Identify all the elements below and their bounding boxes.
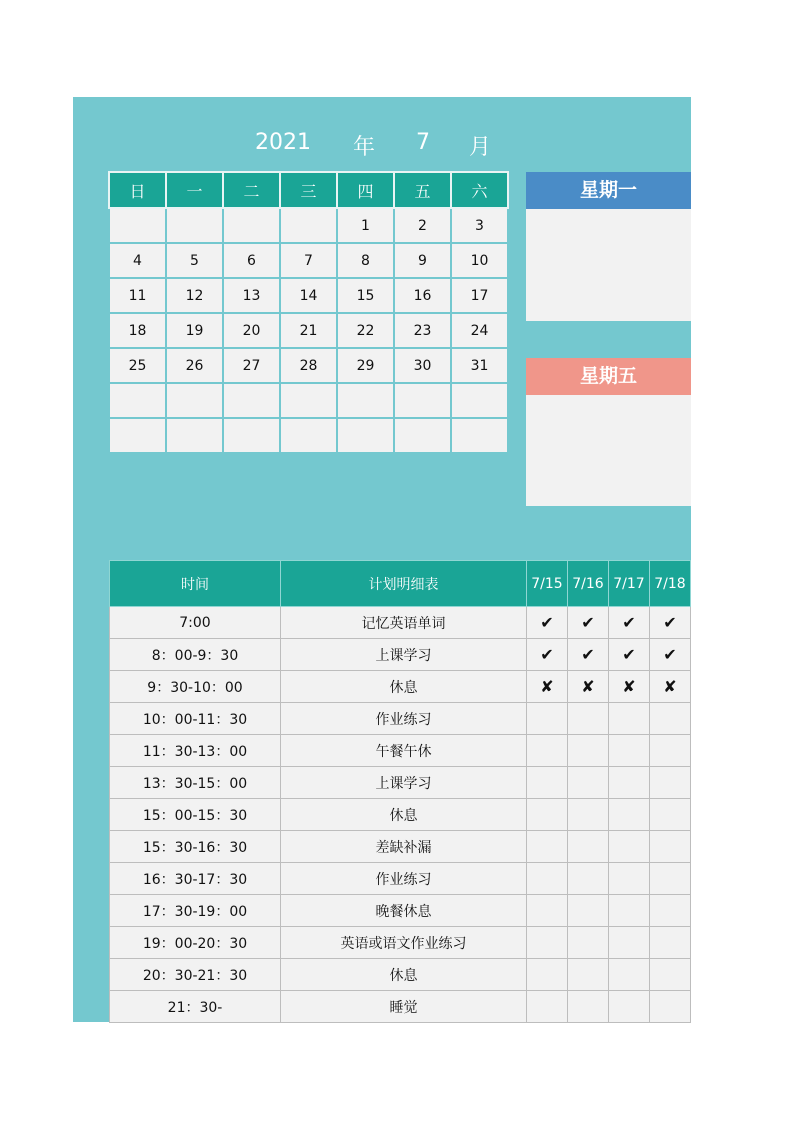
time-cell[interactable]: 20：30-21：30 (110, 959, 281, 991)
calendar-day-cell[interactable] (280, 418, 337, 453)
month-value: 7 (416, 130, 430, 155)
calendar-day-cell[interactable]: 8 (337, 243, 394, 278)
calendar-day-cell[interactable]: 18 (109, 313, 166, 348)
mark-cell[interactable] (609, 799, 650, 831)
calendar-day-cell[interactable] (394, 418, 451, 453)
month-label: 月 (469, 135, 492, 160)
mark-cell[interactable] (609, 703, 650, 735)
check-mark-cell[interactable]: ✔ (609, 639, 650, 671)
calendar-day-cell[interactable]: 12 (166, 278, 223, 313)
mark-cell[interactable] (527, 863, 568, 895)
friday-note-box (526, 358, 691, 506)
mark-cell[interactable] (527, 895, 568, 927)
check-mark-cell[interactable]: ✔ (568, 607, 609, 639)
task-cell[interactable]: 晚餐休息 (281, 895, 527, 927)
plan-row (110, 703, 691, 735)
calendar-week-row (109, 208, 508, 243)
mark-cell[interactable] (609, 959, 650, 991)
calendar-day-cell[interactable] (223, 418, 280, 453)
time-cell[interactable]: 16：30-17：30 (110, 863, 281, 895)
mark-cell[interactable] (609, 991, 650, 1023)
mark-cell[interactable] (527, 735, 568, 767)
task-cell[interactable]: 休息 (281, 799, 527, 831)
mark-cell[interactable] (527, 927, 568, 959)
calendar-day-cell[interactable]: 10 (451, 243, 508, 278)
task-cell[interactable]: 差缺补漏 (281, 831, 527, 863)
cross-mark-cell[interactable]: ✘ (568, 671, 609, 703)
calendar-day-cell[interactable]: 5 (166, 243, 223, 278)
mark-cell[interactable] (609, 735, 650, 767)
task-cell[interactable]: 午餐午休 (281, 735, 527, 767)
weekday-header: 三 (280, 172, 337, 208)
year-label: 年 (353, 135, 376, 160)
calendar-day-cell[interactable]: 14 (280, 278, 337, 313)
calendar-day-cell[interactable] (451, 418, 508, 453)
check-mark-cell[interactable]: ✔ (650, 639, 691, 671)
plan-row (110, 639, 691, 671)
time-cell[interactable]: 15：00-15：30 (110, 799, 281, 831)
plan-row (110, 991, 691, 1023)
calendar-day-cell[interactable]: 2 (394, 208, 451, 243)
calendar-week-row (109, 383, 508, 418)
mark-cell[interactable] (527, 831, 568, 863)
mark-cell[interactable] (650, 799, 691, 831)
calendar-day-cell[interactable] (166, 383, 223, 418)
time-column-header: 时间 (110, 561, 281, 607)
check-mark-cell[interactable]: ✔ (650, 607, 691, 639)
mark-cell[interactable] (650, 703, 691, 735)
time-cell[interactable]: 13：30-15：00 (110, 767, 281, 799)
year-value: 2021 (255, 130, 311, 155)
mark-cell[interactable] (650, 895, 691, 927)
mark-cell[interactable] (527, 959, 568, 991)
calendar-day-cell[interactable] (280, 208, 337, 243)
calendar-day-cell[interactable] (166, 418, 223, 453)
calendar-week-row (109, 348, 508, 383)
mark-cell[interactable] (568, 703, 609, 735)
plan-row (110, 863, 691, 895)
mark-cell[interactable] (609, 927, 650, 959)
calendar-day-cell[interactable]: 1 (337, 208, 394, 243)
date-column-header: 7/18 (650, 561, 691, 607)
calendar-day-cell[interactable]: 17 (451, 278, 508, 313)
mark-cell[interactable] (650, 863, 691, 895)
task-cell[interactable]: 英语或语文作业练习 (281, 927, 527, 959)
time-cell[interactable]: 15：30-16：30 (110, 831, 281, 863)
calendar-day-cell[interactable]: 21 (280, 313, 337, 348)
mark-cell[interactable] (527, 703, 568, 735)
calendar-day-cell[interactable]: 27 (223, 348, 280, 383)
mark-cell[interactable] (568, 895, 609, 927)
weekday-header: 二 (223, 172, 280, 208)
calendar-day-cell[interactable] (280, 383, 337, 418)
check-mark-cell[interactable]: ✔ (568, 639, 609, 671)
plan-table (109, 560, 691, 1023)
time-cell[interactable]: 9：30-10：00 (110, 671, 281, 703)
calendar-day-cell[interactable] (109, 418, 166, 453)
calendar-day-cell[interactable] (394, 383, 451, 418)
mark-cell[interactable] (568, 927, 609, 959)
mark-cell[interactable] (568, 959, 609, 991)
calendar-day-cell[interactable]: 20 (223, 313, 280, 348)
calendar-day-cell[interactable] (109, 383, 166, 418)
mark-cell[interactable] (568, 831, 609, 863)
mark-cell[interactable] (527, 767, 568, 799)
plan-row (110, 799, 691, 831)
check-mark-cell[interactable]: ✔ (527, 639, 568, 671)
calendar-day-cell[interactable]: 16 (394, 278, 451, 313)
task-cell[interactable]: 睡觉 (281, 991, 527, 1023)
weekday-header: 一 (166, 172, 223, 208)
mark-cell[interactable] (609, 767, 650, 799)
plan-row (110, 959, 691, 991)
time-cell[interactable]: 10：00-11：30 (110, 703, 281, 735)
task-cell[interactable]: 休息 (281, 671, 527, 703)
mark-cell[interactable] (650, 927, 691, 959)
calendar-day-cell[interactable]: 25 (109, 348, 166, 383)
time-cell[interactable]: 17：30-19：00 (110, 895, 281, 927)
friday-note-area[interactable] (526, 395, 691, 506)
mark-cell[interactable] (650, 959, 691, 991)
weekday-header: 五 (394, 172, 451, 208)
calendar-day-cell[interactable]: 23 (394, 313, 451, 348)
mark-cell[interactable] (527, 799, 568, 831)
mark-cell[interactable] (568, 991, 609, 1023)
calendar-day-cell[interactable]: 9 (394, 243, 451, 278)
mark-cell[interactable] (650, 831, 691, 863)
weekday-header: 日 (109, 172, 166, 208)
task-cell[interactable]: 作业练习 (281, 863, 527, 895)
task-cell[interactable]: 上课学习 (281, 767, 527, 799)
mark-cell[interactable] (568, 863, 609, 895)
calendar-day-cell[interactable]: 31 (451, 348, 508, 383)
calendar-week-row (109, 278, 508, 313)
monday-header: 星期一 (526, 172, 691, 209)
weekday-header: 四 (337, 172, 394, 208)
plan-row (110, 735, 691, 767)
calendar-day-cell[interactable]: 26 (166, 348, 223, 383)
calendar-day-cell[interactable] (451, 383, 508, 418)
calendar-day-cell[interactable] (223, 383, 280, 418)
mark-cell[interactable] (650, 991, 691, 1023)
calendar-day-cell[interactable] (166, 208, 223, 243)
calendar-week-row (109, 418, 508, 453)
calendar-day-cell[interactable]: 4 (109, 243, 166, 278)
time-cell[interactable]: 7:00 (110, 607, 281, 639)
time-cell[interactable]: 11：30-13：00 (110, 735, 281, 767)
calendar-day-cell[interactable]: 15 (337, 278, 394, 313)
plan-row (110, 831, 691, 863)
calendar-day-cell[interactable]: 11 (109, 278, 166, 313)
date-column-header: 7/17 (609, 561, 650, 607)
cross-mark-cell[interactable]: ✘ (650, 671, 691, 703)
monday-note-box (526, 172, 691, 321)
calendar-day-cell[interactable]: 30 (394, 348, 451, 383)
friday-header: 星期五 (526, 358, 691, 395)
weekday-header: 六 (451, 172, 508, 208)
time-cell[interactable]: 19：00-20：30 (110, 927, 281, 959)
plan-row (110, 927, 691, 959)
task-cell[interactable]: 记忆英语单词 (281, 607, 527, 639)
mark-cell[interactable] (568, 735, 609, 767)
calendar-day-cell[interactable]: 13 (223, 278, 280, 313)
mark-cell[interactable] (527, 991, 568, 1023)
calendar-day-cell[interactable]: 19 (166, 313, 223, 348)
date-column-header: 7/15 (527, 561, 568, 607)
plan-row (110, 767, 691, 799)
calendar-day-cell[interactable] (337, 383, 394, 418)
task-cell[interactable]: 休息 (281, 959, 527, 991)
cross-mark-cell[interactable]: ✘ (609, 671, 650, 703)
mark-cell[interactable] (609, 863, 650, 895)
calendar-day-cell[interactable]: 6 (223, 243, 280, 278)
mark-cell[interactable] (609, 895, 650, 927)
calendar-day-cell[interactable] (109, 208, 166, 243)
monday-note-area[interactable] (526, 209, 691, 321)
check-mark-cell[interactable]: ✔ (527, 607, 568, 639)
calendar-day-cell[interactable] (337, 418, 394, 453)
task-cell[interactable]: 作业练习 (281, 703, 527, 735)
plan-row (110, 895, 691, 927)
task-cell[interactable]: 上课学习 (281, 639, 527, 671)
date-column-header: 7/16 (568, 561, 609, 607)
plan-row (110, 671, 691, 703)
month-calendar (108, 171, 509, 454)
calendar-day-cell[interactable]: 28 (280, 348, 337, 383)
check-mark-cell[interactable]: ✔ (609, 607, 650, 639)
mark-cell[interactable] (609, 831, 650, 863)
calendar-week-row (109, 243, 508, 278)
calendar-day-cell[interactable]: 24 (451, 313, 508, 348)
time-cell[interactable]: 8：00-9：30 (110, 639, 281, 671)
calendar-day-cell[interactable]: 3 (451, 208, 508, 243)
mark-cell[interactable] (568, 799, 609, 831)
calendar-day-cell[interactable]: 7 (280, 243, 337, 278)
mark-cell[interactable] (650, 767, 691, 799)
calendar-day-cell[interactable] (223, 208, 280, 243)
calendar-day-cell[interactable]: 22 (337, 313, 394, 348)
cross-mark-cell[interactable]: ✘ (527, 671, 568, 703)
calendar-week-row (109, 313, 508, 348)
plan-row (110, 607, 691, 639)
mark-cell[interactable] (650, 735, 691, 767)
plan-column-header: 计划明细表 (281, 561, 527, 607)
calendar-day-cell[interactable]: 29 (337, 348, 394, 383)
mark-cell[interactable] (568, 767, 609, 799)
time-cell[interactable]: 21：30- (110, 991, 281, 1023)
